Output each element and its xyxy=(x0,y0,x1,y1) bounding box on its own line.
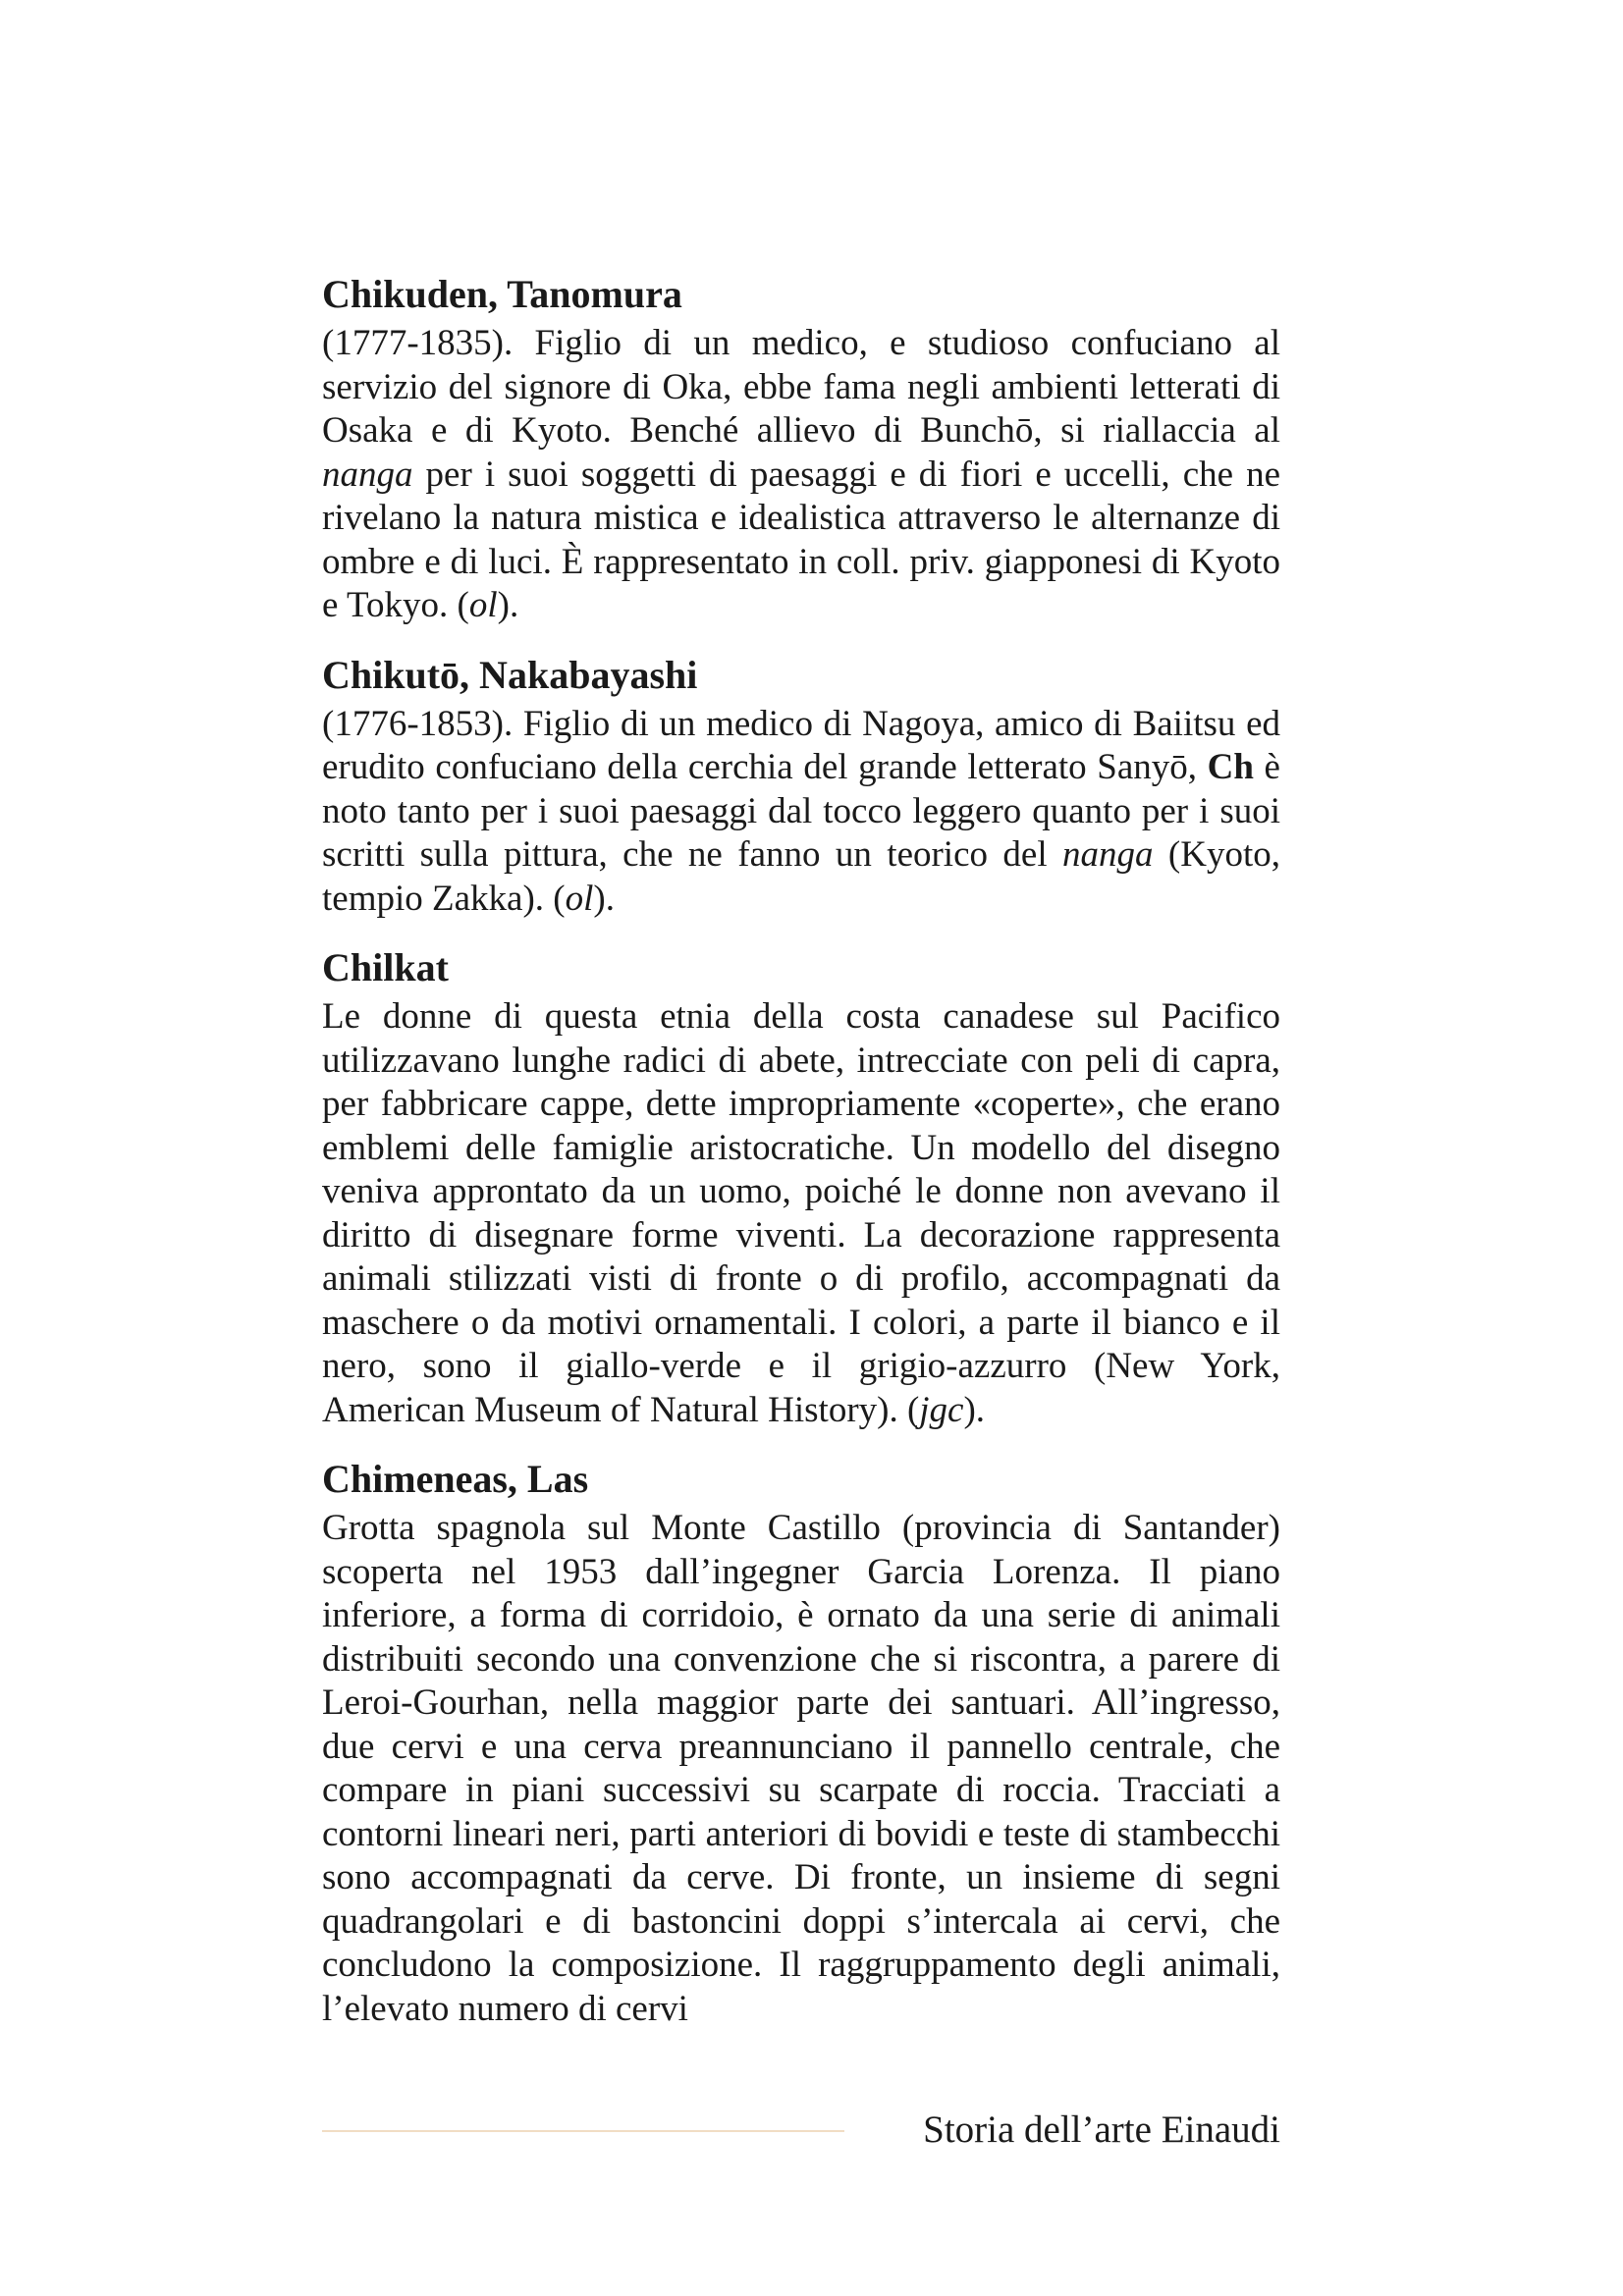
body-text: ). xyxy=(593,878,615,919)
entry-chimeneas xyxy=(322,1458,1280,2031)
author-initials: jgc xyxy=(919,1389,964,1430)
entry-body xyxy=(322,322,1280,628)
entry-title: Chikutō, Nakabayashi xyxy=(322,652,698,697)
body-text: ). xyxy=(497,585,519,625)
body-text: (Kyoto, tempio Zakka). ( xyxy=(322,834,1280,919)
entry-chikuto xyxy=(322,654,1280,922)
entry-body xyxy=(322,703,1280,922)
author-initials: ol xyxy=(565,878,594,919)
publication-title: Storia dell’arte Einaudi xyxy=(923,2109,1280,2151)
body-text: è noto tanto per i suoi paesaggi dal tocco leggero quanto per i suoi scritti sulla pittura, che ne fanno un teorico del xyxy=(322,747,1280,875)
body-text: (1776-1853). Figlio di un medico di Nagoya, amico di Baiitsu ed erudito confuciano della cerchia del grande letterato Sanyō, xyxy=(322,703,1280,787)
body-text: Le donne di questa etnia della costa canadese sul Pacifico utilizzavano lunghe radici di abete, intrecciate con peli di capra, per fabbricare cappe, dette impropriamente «coperte», che erano emblemi delle famiglie aristocratiche. Un modello del disegno veniva approntato da un uomo, poiché le donne non avevano il diritto di disegnare forme viventi. La decorazione rappresenta animali stilizzati visti di fronte o di profilo, accompagnati da maschere o da motivi ornamentali. I colori, a parte il bianco e il nero, sono il giallo-verde e il grigio-azzurro (New York, American Museum of Natural History). ( xyxy=(322,996,1280,1430)
body-italic: nanga xyxy=(1062,834,1154,875)
entry-body xyxy=(322,1507,1280,2031)
body-text: ). xyxy=(963,1389,986,1430)
entry-title: Chilkat xyxy=(322,945,449,989)
page-footer xyxy=(322,2106,1280,2155)
body-bold: Ch xyxy=(1207,747,1254,787)
entry-title: Chikuden, Tanomura xyxy=(322,272,682,316)
body-italic: nanga xyxy=(322,454,413,495)
body-text: Grotta spagnola sul Monte Castillo (provincia di Santander) scoperta nel 1953 dall’ingegner Garcia Lorenza. Il piano inferiore, a forma di corridoio, è ornato da una serie di animali distribuiti secondo una convenzione che si riscontra, a parere di Leroi-Gourhan, nella maggior parte dei santuari. All’ingresso, due cervi e una cerva preannunciano il pannello centrale, che compare in piani successivi su scarpate di roccia. Tracciati a contorni lineari neri, parti anteriori di bovidi e teste di stambecchi sono accompagnati da cerve. Di fronte, un insieme di segni quadrangolari e di bastoncini doppi s’intercala ai cervi, che concludono la composizione. Il raggruppamento degli animali, l’elevato numero di cervi xyxy=(322,1508,1280,2029)
footer-rule xyxy=(322,2130,844,2132)
page-content xyxy=(322,273,1280,2056)
body-text: (1777-1835). Figlio di un medico, e studioso confuciano al servizio del signore di Oka, ebbe fama negli ambienti letterati di Osaka e di Kyoto. Benché allievo di Bunchō, si riallaccia al xyxy=(322,323,1280,451)
entry-chilkat xyxy=(322,946,1280,1432)
entry-chikuden xyxy=(322,273,1280,628)
entry-title: Chimeneas, Las xyxy=(322,1457,589,1501)
entry-body xyxy=(322,995,1280,1432)
author-initials: ol xyxy=(468,585,498,625)
body-text: per i suoi soggetti di paesaggi e di fiori e uccelli, che ne rivelano la natura mistica e idealistica attraverso le alternanze di ombre e di luci. È rappresentato in coll. priv. giapponesi di Kyoto e Tokyo. ( xyxy=(322,454,1280,625)
